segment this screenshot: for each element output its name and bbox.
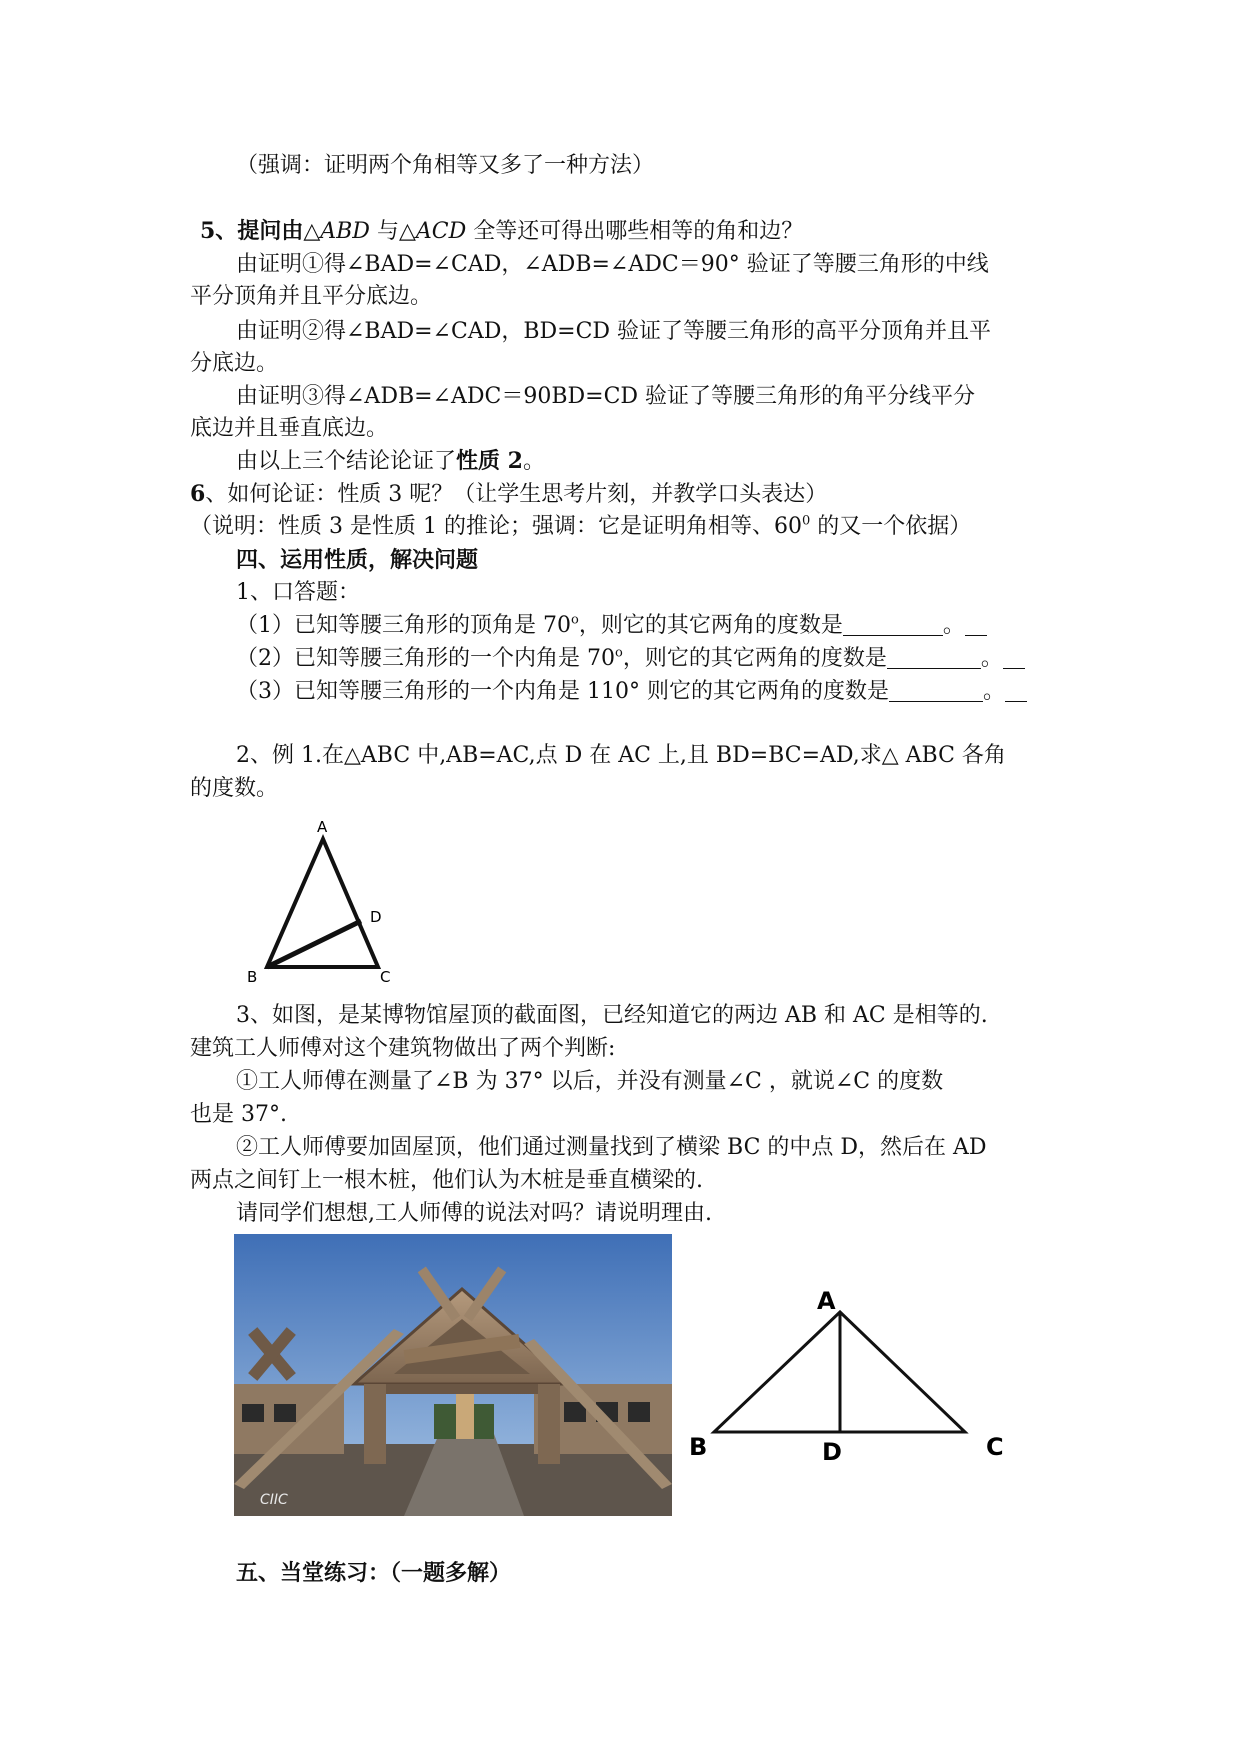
question-6: [190, 479, 827, 510]
proof-3-line-2: 底边并且垂直底边。: [190, 416, 389, 441]
answer-blank-1[interactable]: [843, 613, 943, 636]
question-5: 5、提问由△ABD 与△ACD 全等还可得出哪些相等的角和边？: [200, 218, 804, 244]
oral-questions-title: 1、口答题：: [236, 580, 360, 605]
triangle-acd: ACD: [415, 219, 467, 244]
museum-roof-illustration: [234, 1234, 672, 1516]
problem-3-line-2: 建筑工人师傅对这个建筑物做出了两个判断:: [190, 1036, 616, 1061]
proof-1-line-2: 平分顶角并且平分底边。: [190, 284, 433, 309]
oral-q2-sup: o: [615, 645, 623, 661]
oral-q1-after: ，则它的其它两角的度数是: [578, 613, 843, 638]
proof-2-line-1: 由证明②得∠BAD=∠CAD，BD=CD 验证了等腰三角形的高平分顶角并且平: [236, 319, 992, 344]
oral-q1-sup: o: [571, 612, 579, 628]
answer-blank-2[interactable]: [887, 646, 981, 669]
label-d: D: [370, 908, 382, 926]
photo-watermark: CIIC: [260, 1492, 288, 1508]
proof-2-line-2: 分底边。: [190, 351, 279, 376]
oral-question-3: [236, 677, 1027, 707]
museum-roof-photo: [234, 1234, 672, 1516]
triangle-figure-1: [230, 815, 410, 990]
emphasis-note: （强调：证明两个角相等又多了一种方法）: [236, 153, 655, 178]
label-d-2: D: [822, 1438, 842, 1465]
example-1-line-2: 的度数。: [190, 776, 279, 801]
label-b: B: [247, 968, 258, 986]
answer-blank-3-tail: [1005, 679, 1027, 702]
oral-q2-end: 。: [980, 646, 1003, 671]
answer-blank-2-tail: [1003, 646, 1025, 669]
example-1-line-1: 2、例 1.在△ABC 中,AB=AC,点 D 在 AC 上,且 BD=BC=AD,求△ ABC 各角: [236, 743, 1006, 768]
conclusion: [236, 446, 545, 477]
label-b-2: B: [689, 1433, 708, 1461]
proof-1-line-1: 由证明①得∠BAD=∠CAD，∠ADB=∠ADC＝90° 验证了等腰三角形的中线: [236, 252, 989, 277]
oral-question-2: [236, 644, 1025, 674]
oral-q3-end: 。: [982, 679, 1005, 704]
problem-3-line-1: 3、如图，是某博物馆屋顶的截面图，已经知道它的两边 AB 和 AC 是相等的.: [236, 1003, 988, 1028]
proof-3-line-1: 由证明③得∠ADB=∠ADC＝90BD=CD 验证了等腰三角形的角平分线平分: [236, 384, 976, 409]
section-4-title: 四、运用性质，解决问题: [236, 547, 479, 573]
triangle-figure-2: [680, 1285, 1020, 1465]
label-c-2: C: [986, 1433, 1004, 1461]
oral-question-1: [236, 611, 987, 641]
conclusion-suffix: 。: [522, 449, 545, 474]
label-a-2: A: [817, 1287, 836, 1315]
triangle-abd: ABD: [320, 219, 370, 244]
question-5-tail: 全等还可得出哪些相等的角和边？: [466, 219, 804, 244]
conclusion-property-2: 性质 2: [456, 448, 523, 474]
oral-q2-before: （2）已知等腰三角形的一个内角是 70: [236, 646, 615, 671]
answer-blank-1-tail: [965, 613, 987, 636]
segment-bd: [267, 921, 361, 967]
explanation-note-sup: 0: [801, 513, 811, 529]
oral-q1-end: 。: [942, 613, 965, 638]
explanation-note-before: （说明：性质 3 是性质 1 的推论；强调：它是证明角相等、60: [190, 514, 802, 539]
judgment-1-line-1: ①工人师傅在测量了∠B 为 37° 以后，并没有测量∠C ，就说∠C 的度数: [236, 1069, 944, 1094]
oral-q2-after: ，则它的其它两角的度数是: [622, 646, 887, 671]
label-c: C: [380, 968, 391, 986]
oral-q1-before: （1）已知等腰三角形的顶角是 70: [236, 613, 571, 638]
explanation-note: [190, 512, 971, 542]
answer-blank-3[interactable]: [889, 679, 983, 702]
judgment-1-line-2: 也是 37°.: [190, 1102, 287, 1127]
question-6-number: 6: [190, 481, 206, 507]
conclusion-prefix: 由以上三个结论论证了: [236, 449, 457, 474]
judgment-2-line-2: 两点之间钉上一根木桩，他们认为木桩是垂直横梁的.: [190, 1168, 703, 1193]
explanation-note-after: 的又一个依据）: [810, 514, 972, 539]
question-5-lead: 提问由: [237, 218, 304, 244]
question-5-number: 5、: [200, 218, 238, 244]
question-6-text: 、如何论证：性质 3 呢？（让学生思考片刻，并教学口头表达）: [205, 482, 828, 507]
section-5-title: 五、当堂练习：（一题多解）: [236, 1560, 512, 1586]
oral-q3-before: （3）已知等腰三角形的一个内角是 110° 则它的其它两角的度数是: [236, 679, 889, 704]
problem-3-ask: 请同学们想想,工人师傅的说法对吗？请说明理由.: [236, 1201, 712, 1226]
label-a: A: [317, 818, 328, 836]
judgment-2-line-1: ②工人师傅要加固屋顶，他们通过测量找到了横梁 BC 的中点 D，然后在 AD: [236, 1135, 987, 1160]
question-5-mid: 与△: [369, 219, 416, 244]
triangle-abc: [267, 839, 378, 967]
